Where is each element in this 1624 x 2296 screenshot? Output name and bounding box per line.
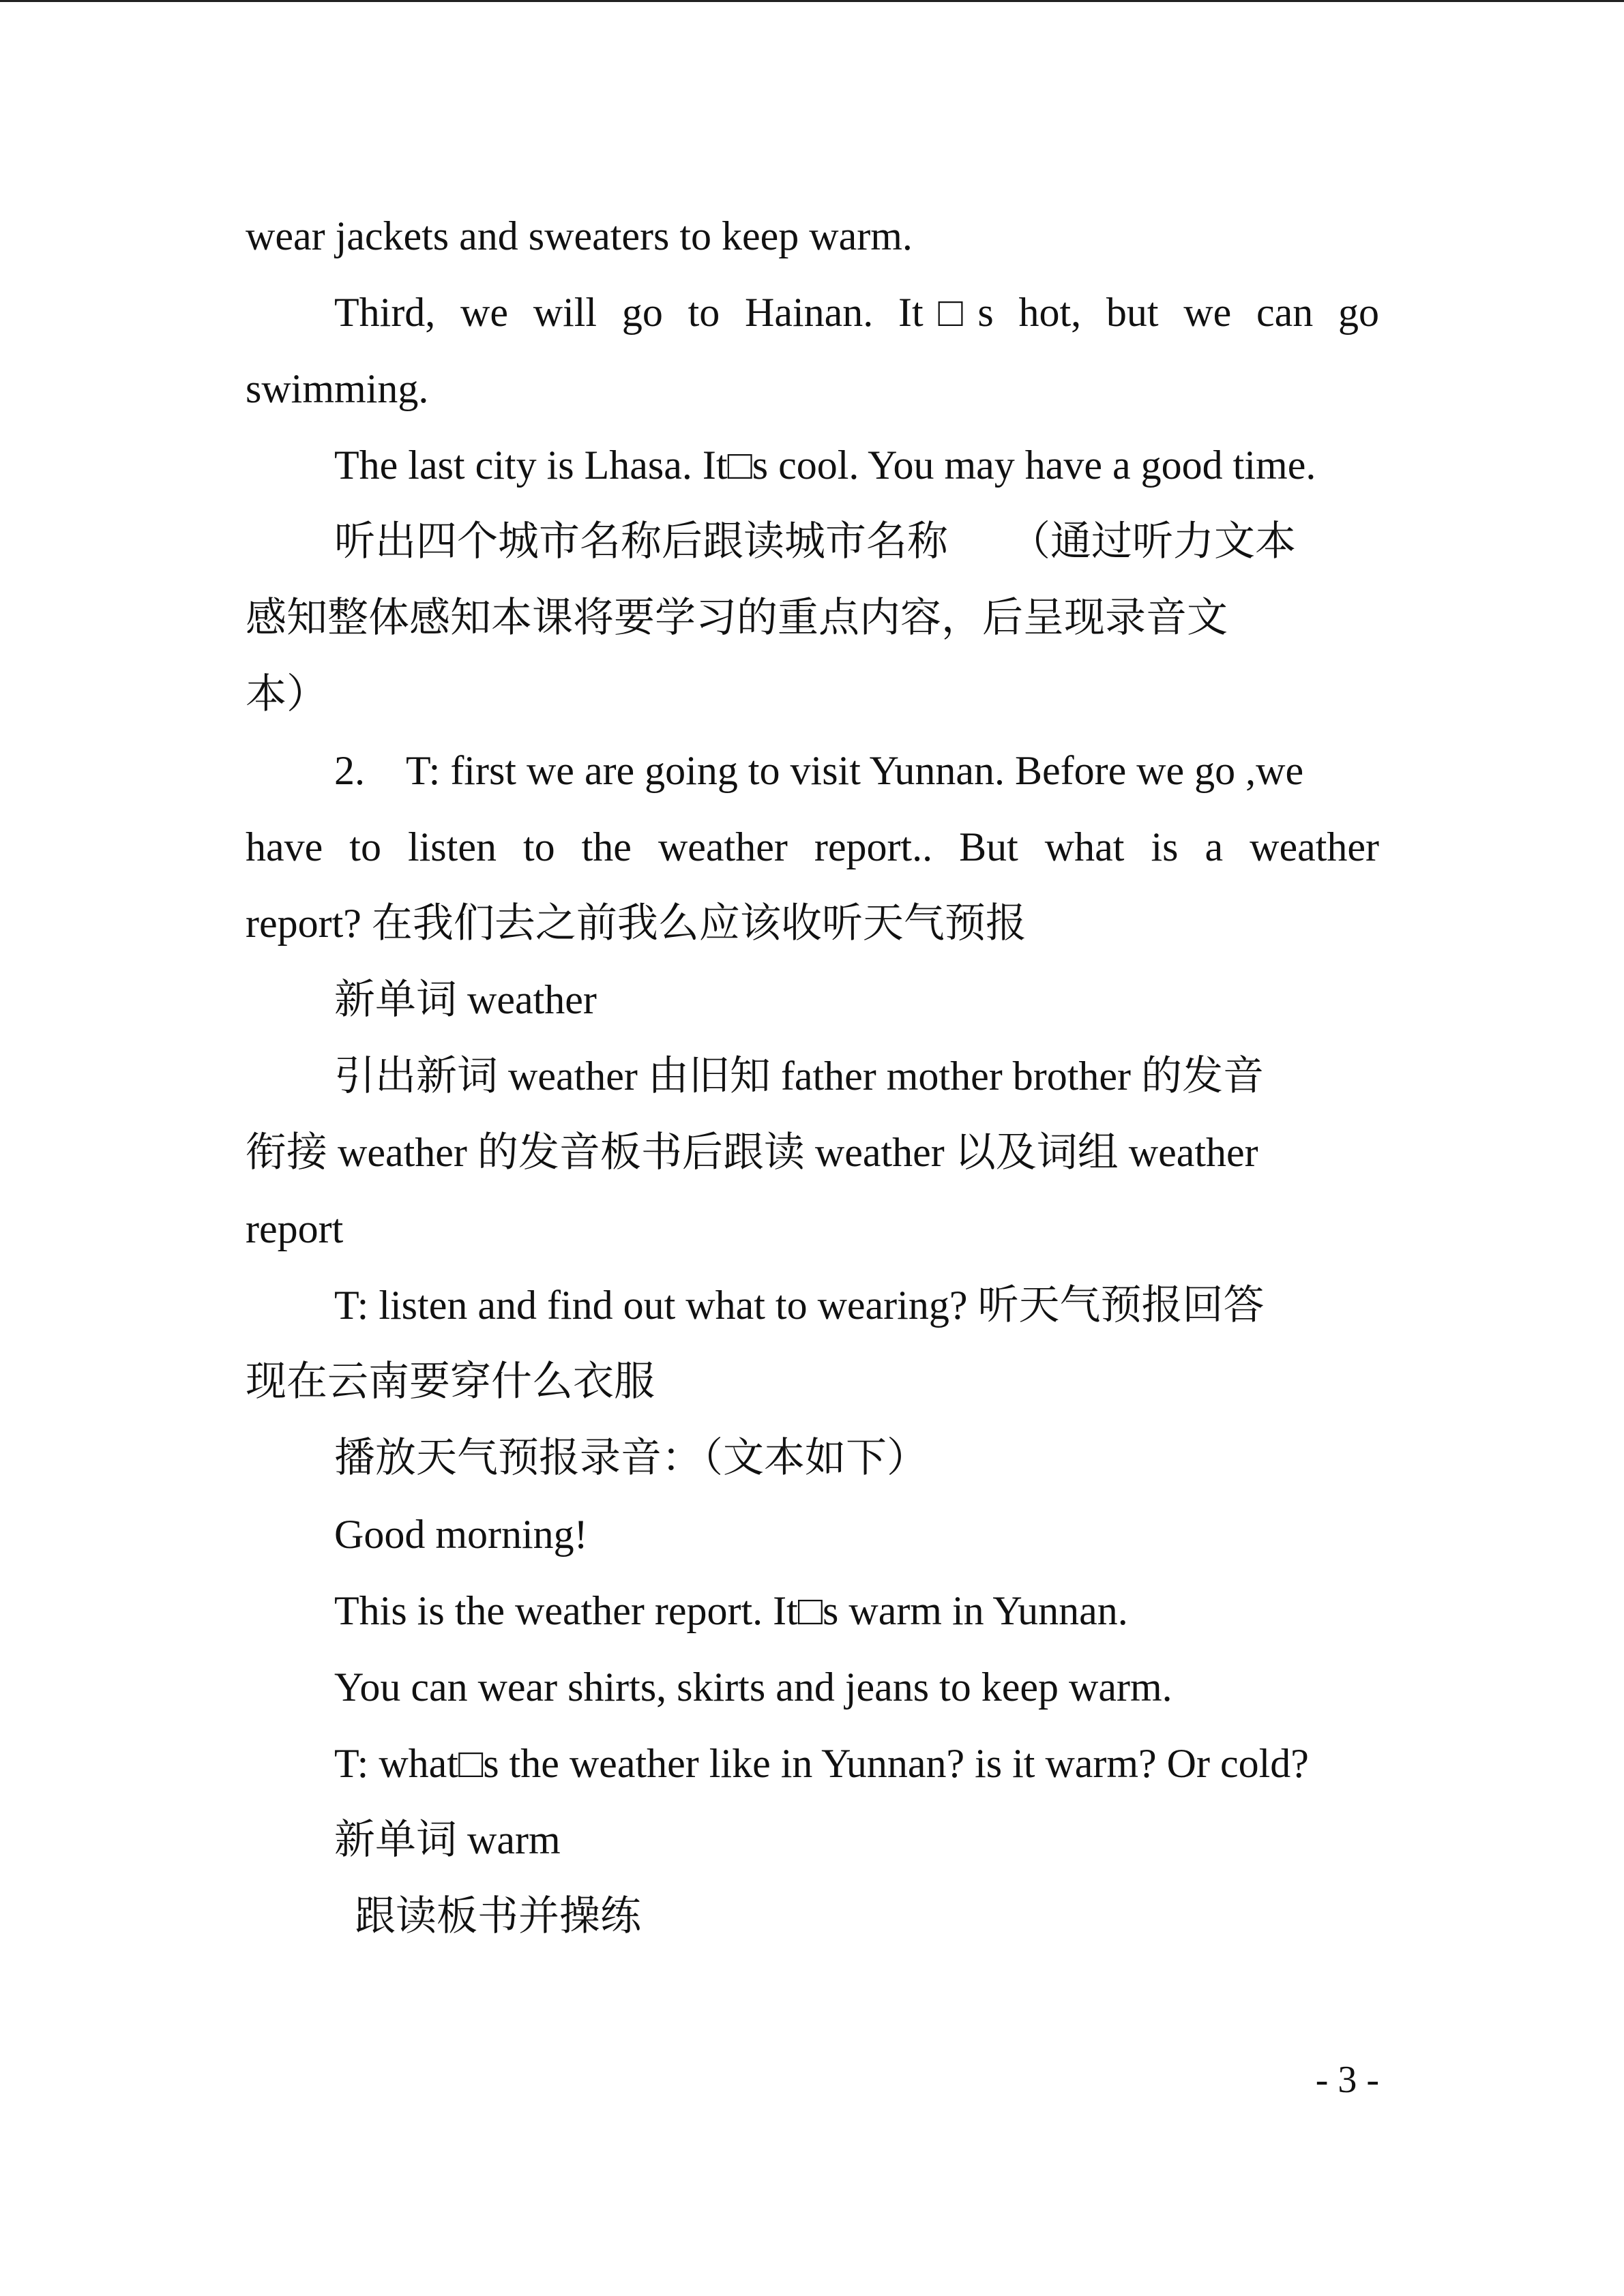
text-line: report [246,1206,344,1251]
text-line: report? 在我们去之前我么应该收听天气预报 [246,901,1027,946]
text-line: T: what□s the weather like in Yunnan? is it warm? Or cold? [334,1741,1309,1786]
text-line: 引出新词 weather 由旧知 father mother brother 的发音 [334,1054,1264,1099]
text-line: 本） [246,672,327,717]
text-line: Good morning! [334,1512,588,1557]
text-line: swimming. [246,366,429,411]
text-line: 新单词 warm [334,1817,561,1862]
document-body [246,198,1379,1954]
text-line: 播放天气预报录音：（文本如下） [334,1435,928,1480]
text-line: have to listen to the weather report.. But what is a weather [246,824,1379,869]
text-line: 跟读板书并操练 [355,1894,641,1939]
text-line: 衔接 weather 的发音板书后跟读 weather 以及词组 weather [246,1130,1258,1175]
text-line: T: listen and find out what to wearing? 听天气预报回答 [334,1283,1265,1328]
text-line: The last city is Lhasa. It□s cool. You may have a good time. [334,443,1316,488]
text-line: Third, we will go to Hainan. It□s hot, but we can go [334,290,1379,335]
text-line: This is the weather report. It□s warm in Yunnan. [334,1588,1128,1633]
text-line: 新单词 weather [334,977,597,1022]
page-number: - 3 - [1315,2059,1379,2101]
text-line: wear jackets and sweaters to keep warm. [246,213,913,258]
top-border-line [0,0,1624,2]
text-line: 感知整体感知本课将要学习的重点内容，后呈现录音文 [246,595,1228,640]
text-line: You can wear shirts, skirts and jeans to keep warm. [334,1665,1172,1710]
text-line: 现在云南要穿什么衣服 [246,1359,655,1404]
text-line: 听出四个城市名称后跟读城市名称 （通过听力文本 [334,519,1296,564]
numbered-paragraph: 2. T: first we are going to visit Yunnan. Before we go ,we [334,748,1304,793]
